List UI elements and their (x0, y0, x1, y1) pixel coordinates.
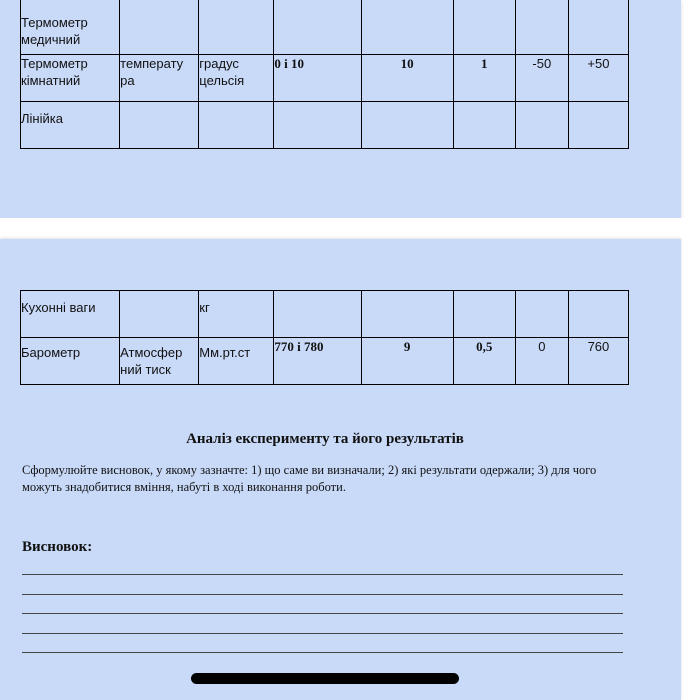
unit-cell (199, 102, 274, 149)
limits-cell: 770 і 780 (274, 338, 361, 385)
table-row (21, 291, 629, 338)
unit-cell: Мм.рт.ст (199, 338, 274, 385)
measured-quantity-cell (120, 102, 199, 149)
page-gap (0, 218, 700, 239)
answer-line[interactable] (22, 574, 623, 575)
max-value-cell: +50 (568, 55, 628, 102)
division-count-cell: 9 (361, 338, 453, 385)
instrument-name: Термометр кімнатний (21, 55, 120, 102)
analysis-heading: Аналіз експерименту та його результатів (186, 431, 464, 447)
answer-line[interactable] (22, 633, 623, 634)
max-value-cell (568, 0, 628, 55)
answer-line[interactable] (22, 652, 623, 653)
max-value-cell: 760 (568, 338, 628, 385)
table-row (21, 0, 629, 55)
table-row (21, 55, 629, 102)
measured-quantity-cell (120, 291, 199, 338)
answer-line[interactable] (22, 594, 623, 595)
instruction-text: Сформулюйте висновок, у якому зазначте: 1) що саме ви визначали; 2) які результати одержали; 3) для чого можуть знадобитися вміння, набуті в ході виконання роботи. (22, 463, 597, 494)
division-price-cell (453, 291, 515, 338)
instrument-name: Кухонні ваги (21, 291, 120, 338)
limits-cell (274, 102, 361, 149)
document-page-top (0, 0, 681, 218)
unit-cell: кг (199, 291, 274, 338)
limits-cell: 0 і 10 (274, 55, 361, 102)
table-row (21, 102, 629, 149)
min-value-cell (515, 0, 568, 55)
instruments-table-top (20, 0, 629, 149)
table-row (21, 338, 629, 385)
min-value-cell (515, 291, 568, 338)
measured-quantity-cell (120, 0, 199, 55)
division-count-cell (361, 0, 453, 55)
division-price-cell: 1 (453, 55, 515, 102)
division-price-cell (453, 102, 515, 149)
measured-quantity-cell: Атмосфер ний тиск (120, 338, 199, 385)
instruments-table-bottom (20, 290, 629, 385)
conclusion-label: Висновок: (22, 539, 93, 555)
measured-quantity-cell: температу ра (120, 55, 199, 102)
home-indicator-bar[interactable] (191, 673, 459, 684)
min-value-cell: 0 (515, 338, 568, 385)
division-count-cell (361, 291, 453, 338)
division-price-cell: 0,5 (453, 338, 515, 385)
instrument-name: Термометр медичний (21, 0, 120, 55)
answer-line[interactable] (22, 613, 623, 614)
division-count-cell (361, 102, 453, 149)
limits-cell (274, 291, 361, 338)
instrument-name: Лінійка (21, 102, 120, 149)
division-price-cell (453, 0, 515, 55)
limits-cell (274, 0, 361, 55)
min-value-cell (515, 102, 568, 149)
unit-cell (199, 0, 274, 55)
min-value-cell: -50 (515, 55, 568, 102)
unit-cell: градус цельсія (199, 55, 274, 102)
division-count-cell: 10 (361, 55, 453, 102)
max-value-cell (568, 102, 628, 149)
max-value-cell (568, 291, 628, 338)
instrument-name: Барометр (21, 338, 120, 385)
